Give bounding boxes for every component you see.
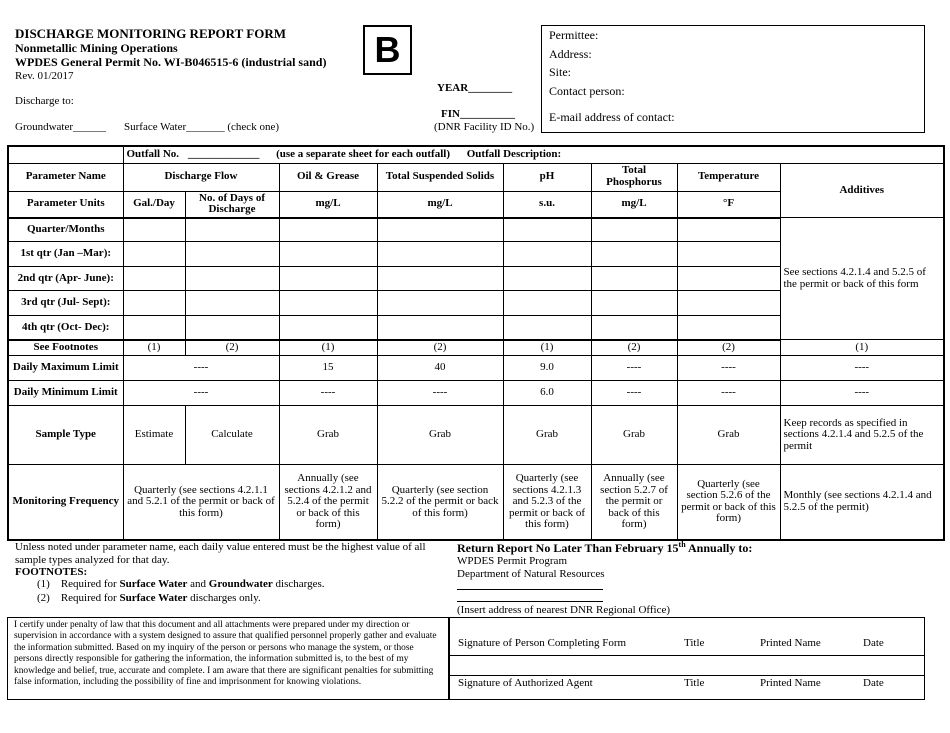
entry-cell[interactable]: [377, 316, 503, 340]
return-deadline-sup: th: [678, 540, 686, 549]
entry-cell[interactable]: [279, 291, 377, 316]
printed-name-label: Printed Name: [760, 637, 821, 649]
contact-person-field[interactable]: Contact person:: [549, 83, 625, 98]
see-footnotes-label: See Footnotes: [8, 340, 123, 356]
daily-max-label: Daily Maximum Limit: [8, 356, 123, 381]
entry-cell[interactable]: [503, 242, 591, 267]
entry-cell[interactable]: [591, 267, 677, 291]
gal-day-unit: Gal./Day: [123, 191, 185, 218]
daily-max-value: ----: [591, 356, 677, 381]
entry-cell[interactable]: [591, 242, 677, 267]
surface-water-field[interactable]: Surface Water_______ (check one): [124, 121, 279, 133]
return-program: WPDES Permit Program: [457, 555, 567, 567]
entry-cell[interactable]: [677, 316, 780, 340]
signature-agent-row[interactable]: [450, 675, 924, 701]
q3-label: 3rd qtr (Jul- Sept):: [8, 291, 123, 316]
frequency-value: Annually (see sections 4.2.1.2 and 5.2.4 of the permit or back of this form): [279, 465, 377, 540]
footnote-ref: (1): [503, 340, 591, 356]
daily-min-value: 6.0: [503, 381, 591, 406]
entry-cell[interactable]: [677, 267, 780, 291]
outfall-cell[interactable]: [123, 146, 944, 163]
frequency-value: Quarterly (see section 5.2.2 of the permit or back of this form): [377, 465, 503, 540]
sample-type-value: Estimate: [123, 406, 185, 465]
form-title: DISCHARGE MONITORING REPORT FORM: [15, 26, 287, 41]
daily-min-label: Daily Minimum Limit: [8, 381, 123, 406]
entry-cell[interactable]: [377, 218, 503, 242]
entry-cell[interactable]: [503, 291, 591, 316]
phosphorus-unit: mg/L: [591, 191, 677, 218]
footnote-ref: (1): [780, 340, 944, 356]
form-letter-badge: B: [363, 25, 412, 75]
entry-cell[interactable]: [279, 316, 377, 340]
entry-cell[interactable]: [377, 267, 503, 291]
entry-cell[interactable]: [185, 316, 279, 340]
footnotes-row: [8, 340, 944, 356]
temperature-header: Temperature: [677, 163, 780, 191]
entry-cell[interactable]: [503, 316, 591, 340]
return-department: Department of Natural Resources: [457, 568, 605, 580]
return-deadline-text: Return Report No Later Than February 15: [457, 541, 679, 555]
footnote-1-text-a: Required for: [60, 578, 117, 590]
footnote-ref: (1): [123, 340, 185, 356]
entry-cell[interactable]: [591, 316, 677, 340]
footnote-2-surface-water: Surface Water: [119, 592, 188, 604]
entry-cell[interactable]: [185, 242, 279, 267]
return-address-note: (Insert address of nearest DNR Regional Office): [457, 604, 671, 616]
daily-max-value: ----: [677, 356, 780, 381]
footnote-ref: (1): [279, 340, 377, 356]
ph-header: pH: [503, 163, 591, 191]
daily-max-row: [8, 356, 944, 381]
sample-type-row: [8, 406, 944, 465]
entry-cell[interactable]: [377, 291, 503, 316]
permit-number: WPDES General Permit No. WI-B046515-6 (industrial sand): [15, 55, 327, 69]
title-label: Title: [684, 677, 705, 689]
monitoring-frequency-label: Monitoring Frequency: [8, 465, 123, 540]
outfall-no-label: Outfall No.: [126, 147, 180, 160]
frequency-value: Quarterly (see sections 4.2.1.1 and 5.2.1 of the permit or back of this form): [123, 465, 279, 540]
daily-min-value: ----: [677, 381, 780, 406]
frequency-value: Quarterly (see sections 4.2.1.3 and 5.2.3 of the permit or back of this form): [503, 465, 591, 540]
additives-note: See sections 4.2.1.4 and 5.2.5 of the permit or back of this form: [780, 218, 944, 340]
daily-min-value: ----: [123, 381, 279, 406]
sample-type-value: Grab: [279, 406, 377, 465]
quarter-months-row: [8, 218, 944, 242]
footnote-ref: (2): [591, 340, 677, 356]
daily-min-value: ----: [377, 381, 503, 406]
form-subtitle: Nonmetallic Mining Operations: [15, 41, 178, 55]
footnotes-title: FOOTNOTES:: [15, 566, 88, 578]
ph-unit: s.u.: [503, 191, 591, 218]
footnote-1-text-e: discharges.: [275, 578, 325, 590]
entry-cell[interactable]: [677, 242, 780, 267]
monitoring-table: [7, 145, 945, 541]
footnote-1-text-c: and: [190, 578, 207, 590]
entry-cell[interactable]: [123, 291, 185, 316]
entry-cell[interactable]: [503, 267, 591, 291]
monitoring-frequency-row: [8, 465, 944, 540]
outfall-description-label: Outfall Description:: [466, 147, 562, 160]
sample-type-value: Grab: [503, 406, 591, 465]
printed-name-label: Printed Name: [760, 677, 821, 689]
footnote-2-text-c: discharges only.: [190, 592, 261, 604]
site-field[interactable]: Site:: [549, 65, 572, 79]
address-line[interactable]: [457, 601, 603, 602]
entry-cell[interactable]: [591, 218, 677, 242]
daily-max-value: ----: [123, 356, 279, 381]
entry-cell[interactable]: [503, 218, 591, 242]
outfall-note: (use a separate sheet for each outfall): [276, 147, 450, 160]
entry-cell[interactable]: [677, 218, 780, 242]
oil-grease-header: Oil & Grease: [279, 163, 377, 191]
signature-completing-label: Signature of Person Completing Form: [458, 637, 627, 649]
daily-max-value: 15: [279, 356, 377, 381]
groundwater-field[interactable]: Groundwater______: [15, 121, 107, 133]
sample-type-value: Grab: [677, 406, 780, 465]
tss-unit: mg/L: [377, 191, 503, 218]
title-label: Title: [684, 637, 705, 649]
daily-min-value: ----: [279, 381, 377, 406]
daily-value-note: Unless noted under parameter name, each daily value entered must be the highest value of all sample types analyzed for that day.: [15, 541, 426, 566]
entry-cell[interactable]: [279, 242, 377, 267]
total-phosphorus-header: Total Phosphorus: [591, 163, 677, 191]
entry-cell[interactable]: [279, 218, 377, 242]
footnote-ref: (2): [677, 340, 780, 356]
daily-max-value: 40: [377, 356, 503, 381]
temperature-unit: °F: [677, 191, 780, 218]
footnote-ref: (2): [377, 340, 503, 356]
signature-agent-label: Signature of Authorized Agent: [458, 677, 593, 689]
entry-cell[interactable]: [123, 316, 185, 340]
entry-cell[interactable]: [185, 267, 279, 291]
date-label: Date: [863, 677, 884, 689]
signature-box: [449, 617, 925, 700]
oil-grease-unit: mg/L: [279, 191, 377, 218]
address-line[interactable]: [457, 589, 603, 590]
additives-header: Additives: [780, 163, 944, 218]
email-field[interactable]: E-mail address of contact:: [549, 110, 675, 124]
date-label: Date: [863, 637, 884, 649]
footnote-ref: (2): [185, 340, 279, 356]
sample-type-value: Grab: [377, 406, 503, 465]
fin-caption: (DNR Facility ID No.): [434, 121, 535, 133]
no-days-unit: No. of Days of Discharge: [185, 191, 279, 218]
discharge-to-label: Discharge to:: [15, 95, 74, 107]
outfall-no-blank[interactable]: _____________: [187, 147, 260, 160]
certification-statement: I certify under penalty of law that this document and all attachments were prepared under my direction or supervision in accordance with a system designed to assure that qualified personnel properly gather and evaluate the information submitted. Based on my inquiry of the person or persons who manage the system, or those persons directly responsible for gathering the information, the information submitted is, to the best of my knowledge and belief, true, accurate and complete. I am aware that there are significant penalties for submitting false information, including the possibility of fine and imprisonment for knowing violations.: [7, 617, 449, 700]
entry-cell[interactable]: [123, 218, 185, 242]
footnote-1-groundwater: Groundwater: [208, 578, 273, 590]
parameter-units-header: Parameter Units: [8, 191, 123, 218]
daily-max-value: 9.0: [503, 356, 591, 381]
footnote-1-surface-water: Surface Water: [119, 578, 188, 590]
q2-label: 2nd qtr (Apr- June):: [8, 267, 123, 291]
permittee-field[interactable]: Permittee:: [549, 28, 599, 42]
tss-header: Total Suspended Solids: [377, 163, 503, 191]
return-deadline: [457, 540, 752, 556]
entry-cell[interactable]: [591, 291, 677, 316]
sample-type-value: Grab: [591, 406, 677, 465]
sample-type-value: Calculate: [185, 406, 279, 465]
frequency-value: Annually (see section 5.2.7 of the permit or back of this form): [591, 465, 677, 540]
q1-label: 1st qtr (Jan –Mar):: [8, 242, 123, 267]
outfall-row: [8, 146, 944, 163]
entry-cell[interactable]: [185, 291, 279, 316]
year-field[interactable]: YEAR________: [437, 82, 513, 94]
parameter-name-row: [8, 163, 944, 191]
entry-cell[interactable]: [377, 242, 503, 267]
return-deadline-tail: Annually to:: [688, 541, 753, 555]
q4-label: 4th qtr (Oct- Dec):: [8, 316, 123, 340]
fin-field[interactable]: FIN__________: [441, 108, 515, 120]
discharge-flow-header: Discharge Flow: [123, 163, 279, 191]
sample-type-label: Sample Type: [8, 406, 123, 465]
footnote-1-number: (1): [37, 578, 50, 590]
signature-completing-row[interactable]: [450, 618, 924, 656]
entry-cell[interactable]: [185, 218, 279, 242]
permittee-info-box: [541, 25, 925, 133]
entry-cell[interactable]: [279, 267, 377, 291]
frequency-value: Monthly (see sections 4.2.1.4 and 5.2.5 of the permit): [780, 465, 944, 540]
footnote-2: [37, 592, 261, 605]
daily-max-value: ----: [780, 356, 944, 381]
entry-cell[interactable]: [123, 242, 185, 267]
entry-cell[interactable]: [677, 291, 780, 316]
daily-min-value: ----: [780, 381, 944, 406]
sample-type-value: Keep records as specified in sections 4.2.1.4 and 5.2.5 of the permit: [780, 406, 944, 465]
footnote-2-text-a: Required for: [60, 592, 117, 604]
entry-cell[interactable]: [123, 267, 185, 291]
parameter-name-header: Parameter Name: [8, 163, 123, 191]
footnote-2-number: (2): [37, 592, 50, 604]
daily-min-row: [8, 381, 944, 406]
quarter-months-label: Quarter/Months: [8, 218, 123, 242]
frequency-value: Quarterly (see section 5.2.6 of the permit or back of this form): [677, 465, 780, 540]
address-field[interactable]: Address:: [549, 46, 592, 61]
daily-min-value: ----: [591, 381, 677, 406]
footnote-1: [37, 578, 325, 591]
revision: Rev. 01/2017: [15, 70, 74, 82]
